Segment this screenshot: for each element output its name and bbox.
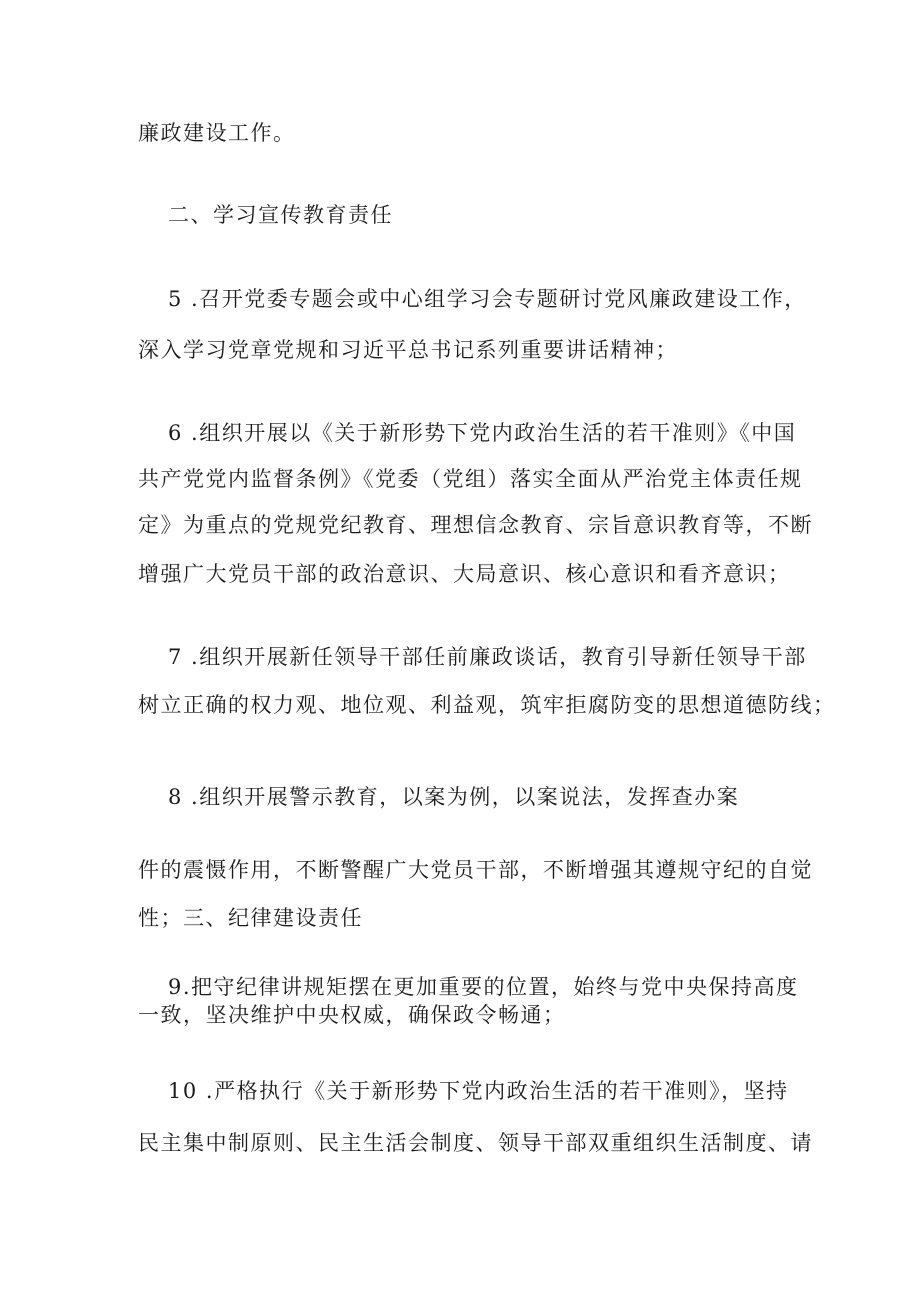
text-line: 共产党党内监督条例》《党委（党组）落实全面从严治党主体责任规 xyxy=(138,467,803,491)
text-line: 树立正确的权力观、地位观、利益观，筑牢拒腐防变的思想道德防线； xyxy=(138,693,836,717)
text-line: 定》为重点的党规党纪教育、理想信念教育、宗旨意识教育等，不断 xyxy=(138,513,813,537)
text-line: 8 .组织开展警示教育，以案为例，以案说法，发挥查办案 xyxy=(168,785,740,809)
text-line: 民主集中制原则、民主生活会制度、领导干部双重组织生活制度、请 xyxy=(138,1131,813,1155)
text-line: 深入学习党章党规和习近平总书记系列重要讲话精神； xyxy=(138,338,678,362)
text-line: 5 .召开党委专题会或中心组学习会专题研讨党风廉政建设工作， xyxy=(168,287,807,311)
text-line: 增强广大党员干部的政治意识、大局意识、核心意识和看齐意识； xyxy=(138,562,791,586)
text-line: 一致，坚决维护中央权威，确保政令畅通； xyxy=(138,1003,566,1027)
section-heading: 二、学习宣传教育责任 xyxy=(168,203,393,227)
text-line: 件的震慑作用，不断警醒广大党员干部，不断增强其遵规守纪的自觉 xyxy=(138,858,813,882)
section-heading: 性；三、纪律建设责任 xyxy=(138,906,363,930)
text-line: 6 .组织开展以《关于新形势下党内政治生活的若干准则》《中国 xyxy=(168,421,797,445)
text-line: 廉政建设工作。 xyxy=(138,121,296,145)
text-line: 9.把守纪律讲规矩摆在更加重要的位置，始终与党中央保持高度 xyxy=(168,975,799,999)
text-line: 10 .严格执行《关于新形势下党内政治生活的若干准则》，坚持 xyxy=(168,1079,789,1103)
text-line: 7 .组织开展新任领导干部任前廉政谈话，教育引导新任领导干部 xyxy=(168,645,807,669)
